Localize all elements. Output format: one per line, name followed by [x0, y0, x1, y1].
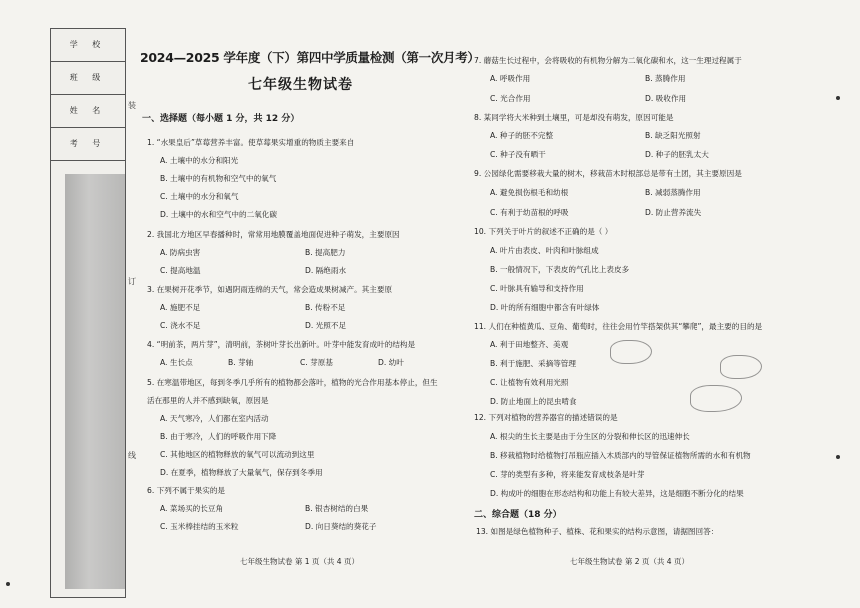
- q5-option-a: A. 天气寒冷，人们都在室内活动: [160, 414, 269, 423]
- student-info-strip: [50, 28, 126, 598]
- question-5-line-2: 活在那里的人并不感到缺氧，原因是: [147, 396, 269, 405]
- q2-option-d: D. 隔绝雨水: [305, 266, 347, 275]
- q1-option-a: A. 土壤中的水分和阳光: [160, 156, 239, 165]
- q7-option-d: D. 吸收作用: [645, 94, 687, 103]
- info-table: [51, 29, 125, 167]
- section-2-heading: 二、综合题（18 分）: [474, 510, 562, 520]
- redacted-area: [65, 174, 125, 589]
- page-1-footer: 七年级生物试卷 第 1 页（共 4 页）: [240, 557, 359, 566]
- q9-option-c: C. 有利于幼苗根的呼吸: [490, 208, 569, 217]
- q8-option-b: B. 缺乏阳光照射: [645, 131, 701, 140]
- seal-char-mid: 订: [128, 277, 136, 286]
- q10-option-c: C. 叶脉具有输导和支持作用: [490, 284, 584, 293]
- q2-option-a: A. 防病虫害: [160, 248, 201, 257]
- binding-hole-3: [6, 582, 10, 586]
- q12-option-d: D. 构成叶的细胞在形态结构和功能上有较大差异，这是细胞不断分化的结果: [490, 489, 744, 498]
- q7-option-b: B. 蒸腾作用: [645, 74, 686, 83]
- q2-option-b: B. 提高肥力: [305, 248, 346, 257]
- q4-option-d: D. 幼叶: [378, 358, 404, 367]
- binding-hole-1: [836, 96, 840, 100]
- q3-option-c: C. 浇水不足: [160, 321, 201, 330]
- q1-option-b: B. 土壤中的有机物和空气中的氧气: [160, 174, 277, 183]
- question-2: 2. 我国北方地区早春播种时，常常用地膜覆盖地面促进种子萌发，主要原因: [147, 230, 400, 239]
- question-9: 9. 公园绿化需要移栽大量的树木，移栽苗木时根部总是带有土团，其主要原因是: [474, 169, 742, 178]
- q7-option-a: A. 呼吸作用: [490, 74, 531, 83]
- q6-option-b: B. 银杏树结的白果: [305, 504, 369, 513]
- plant-sketch-3: [690, 385, 742, 412]
- q12-option-c: C. 芽的类型有多种，将来能发育成枝条是叶芽: [490, 470, 645, 479]
- q8-option-a: A. 种子的胚不完整: [490, 131, 554, 140]
- q10-option-b: B. 一般情况下，下表皮的气孔比上表皮多: [490, 265, 630, 274]
- exam-title: 2024—2025 学年度（下）第四中学质量检测（第一次月考）: [140, 50, 480, 65]
- q4-option-b: B. 芽轴: [228, 358, 254, 367]
- page-2-footer: 七年级生物试卷 第 2 页（共 4 页）: [570, 557, 689, 566]
- school-label: 学 校: [51, 29, 125, 62]
- q5-option-d: D. 在夏季，植物释放了大量氧气，保存到冬季用: [160, 468, 323, 477]
- q3-option-a: A. 施肥不足: [160, 303, 201, 312]
- question-7: 7. 蘑菇生长过程中，会将吸收的有机物分解为二氧化碳和水，这一生理过程属于: [474, 56, 742, 65]
- q11-option-a: A. 利于田地整齐、美观: [490, 340, 569, 349]
- q6-option-c: C. 玉米棒挂结的玉米粒: [160, 522, 239, 531]
- question-13: 13. 如图是绿色植物种子、植株、花和果实的结构示意图，请据图回答：: [476, 527, 719, 536]
- question-11: 11. 人们在种植黄瓜、豆角、葡萄时，往往会用竹竿搭架供其“攀爬”，最主要的目的是: [474, 322, 763, 331]
- q9-option-d: D. 防止营养流失: [645, 208, 702, 217]
- exam-subtitle: 七年级生物试卷: [248, 77, 353, 93]
- q8-option-d: D. 种子的胚乳太大: [645, 150, 709, 159]
- q1-option-d: D. 土壤中的水和空气中的二氧化碳: [160, 210, 277, 219]
- q5-option-b: B. 由于寒冷，人们的呼吸作用下降: [160, 432, 277, 441]
- q3-option-d: D. 光照不足: [305, 321, 347, 330]
- q11-option-c: C. 让植物有效利用光照: [490, 378, 569, 387]
- q9-option-a: A. 避免损伤根毛和幼根: [490, 188, 569, 197]
- q6-option-d: D. 向日葵结的葵花子: [305, 522, 377, 531]
- question-4: 4. “明前茶，两片芽”，清明前，茶树叶芽长出新叶。叶芽中能发育成叶的结构是: [147, 340, 416, 349]
- question-10: 10. 下列关于叶片的叙述不正确的是（ ）: [474, 227, 613, 236]
- q10-option-d: D. 叶的所有细胞中都含有叶绿体: [490, 303, 600, 312]
- question-1: 1. “水果皇后”草莓营养丰富。使草莓果实增重的物质主要来自: [147, 138, 355, 147]
- q7-option-c: C. 光合作用: [490, 94, 531, 103]
- question-12: 12. 下列对植物的营养器官的描述错误的是: [474, 413, 618, 422]
- q11-option-b: B. 利于施肥、采摘等管理: [490, 359, 576, 368]
- seal-char-top: 装: [128, 101, 136, 110]
- question-3: 3. 在果树开花季节，如遇阴雨连绵的天气，常会造成果树减产。其主要原: [147, 285, 393, 294]
- q9-option-b: B. 减弱蒸腾作用: [645, 188, 701, 197]
- plant-sketch-2: [720, 355, 762, 379]
- q6-option-a: A. 菜场买的长豆角: [160, 504, 224, 513]
- question-5-line-1: 5. 在寒温带地区，每到冬季几乎所有的植物都会落叶，植物的光合作用基本停止，但生: [147, 378, 438, 387]
- seal-char-bottom: 线: [128, 451, 136, 460]
- q3-option-b: B. 传粉不足: [305, 303, 346, 312]
- q8-option-c: C. 种子没有晒干: [490, 150, 546, 159]
- exam-number-label: 考 号: [51, 128, 125, 161]
- q4-option-c: C. 芽原基: [300, 358, 333, 367]
- q11-option-d: D. 防止地面上的昆虫啃食: [490, 397, 577, 406]
- section-1-heading: 一、选择题（每小题 1 分，共 12 分）: [142, 114, 300, 124]
- class-label: 班 级: [51, 62, 125, 95]
- plant-sketch-1: [610, 340, 652, 364]
- q4-option-a: A. 生长点: [160, 358, 193, 367]
- question-8: 8. 某同学将大米种到土壤里，可是却没有萌发，原因可能是: [474, 113, 674, 122]
- q5-option-c: C. 其他地区的植物释放的氧气可以流动到这里: [160, 450, 315, 459]
- q1-option-c: C. 土壤中的水分和氧气: [160, 192, 239, 201]
- name-label: 姓 名: [51, 95, 125, 128]
- q12-option-a: A. 根尖的生长主要是由于分生区的分裂和伸长区的迅速伸长: [490, 432, 690, 441]
- question-6: 6. 下列不属于果实的是: [147, 486, 226, 495]
- q2-option-c: C. 提高地温: [160, 266, 201, 275]
- q12-option-b: B. 移栽植物时给植物打吊瓶应插入木质部内的导管保证植物所需的水和有机物: [490, 451, 751, 460]
- binding-hole-2: [836, 455, 840, 459]
- q10-option-a: A. 叶片由表皮、叶肉和叶脉组成: [490, 246, 599, 255]
